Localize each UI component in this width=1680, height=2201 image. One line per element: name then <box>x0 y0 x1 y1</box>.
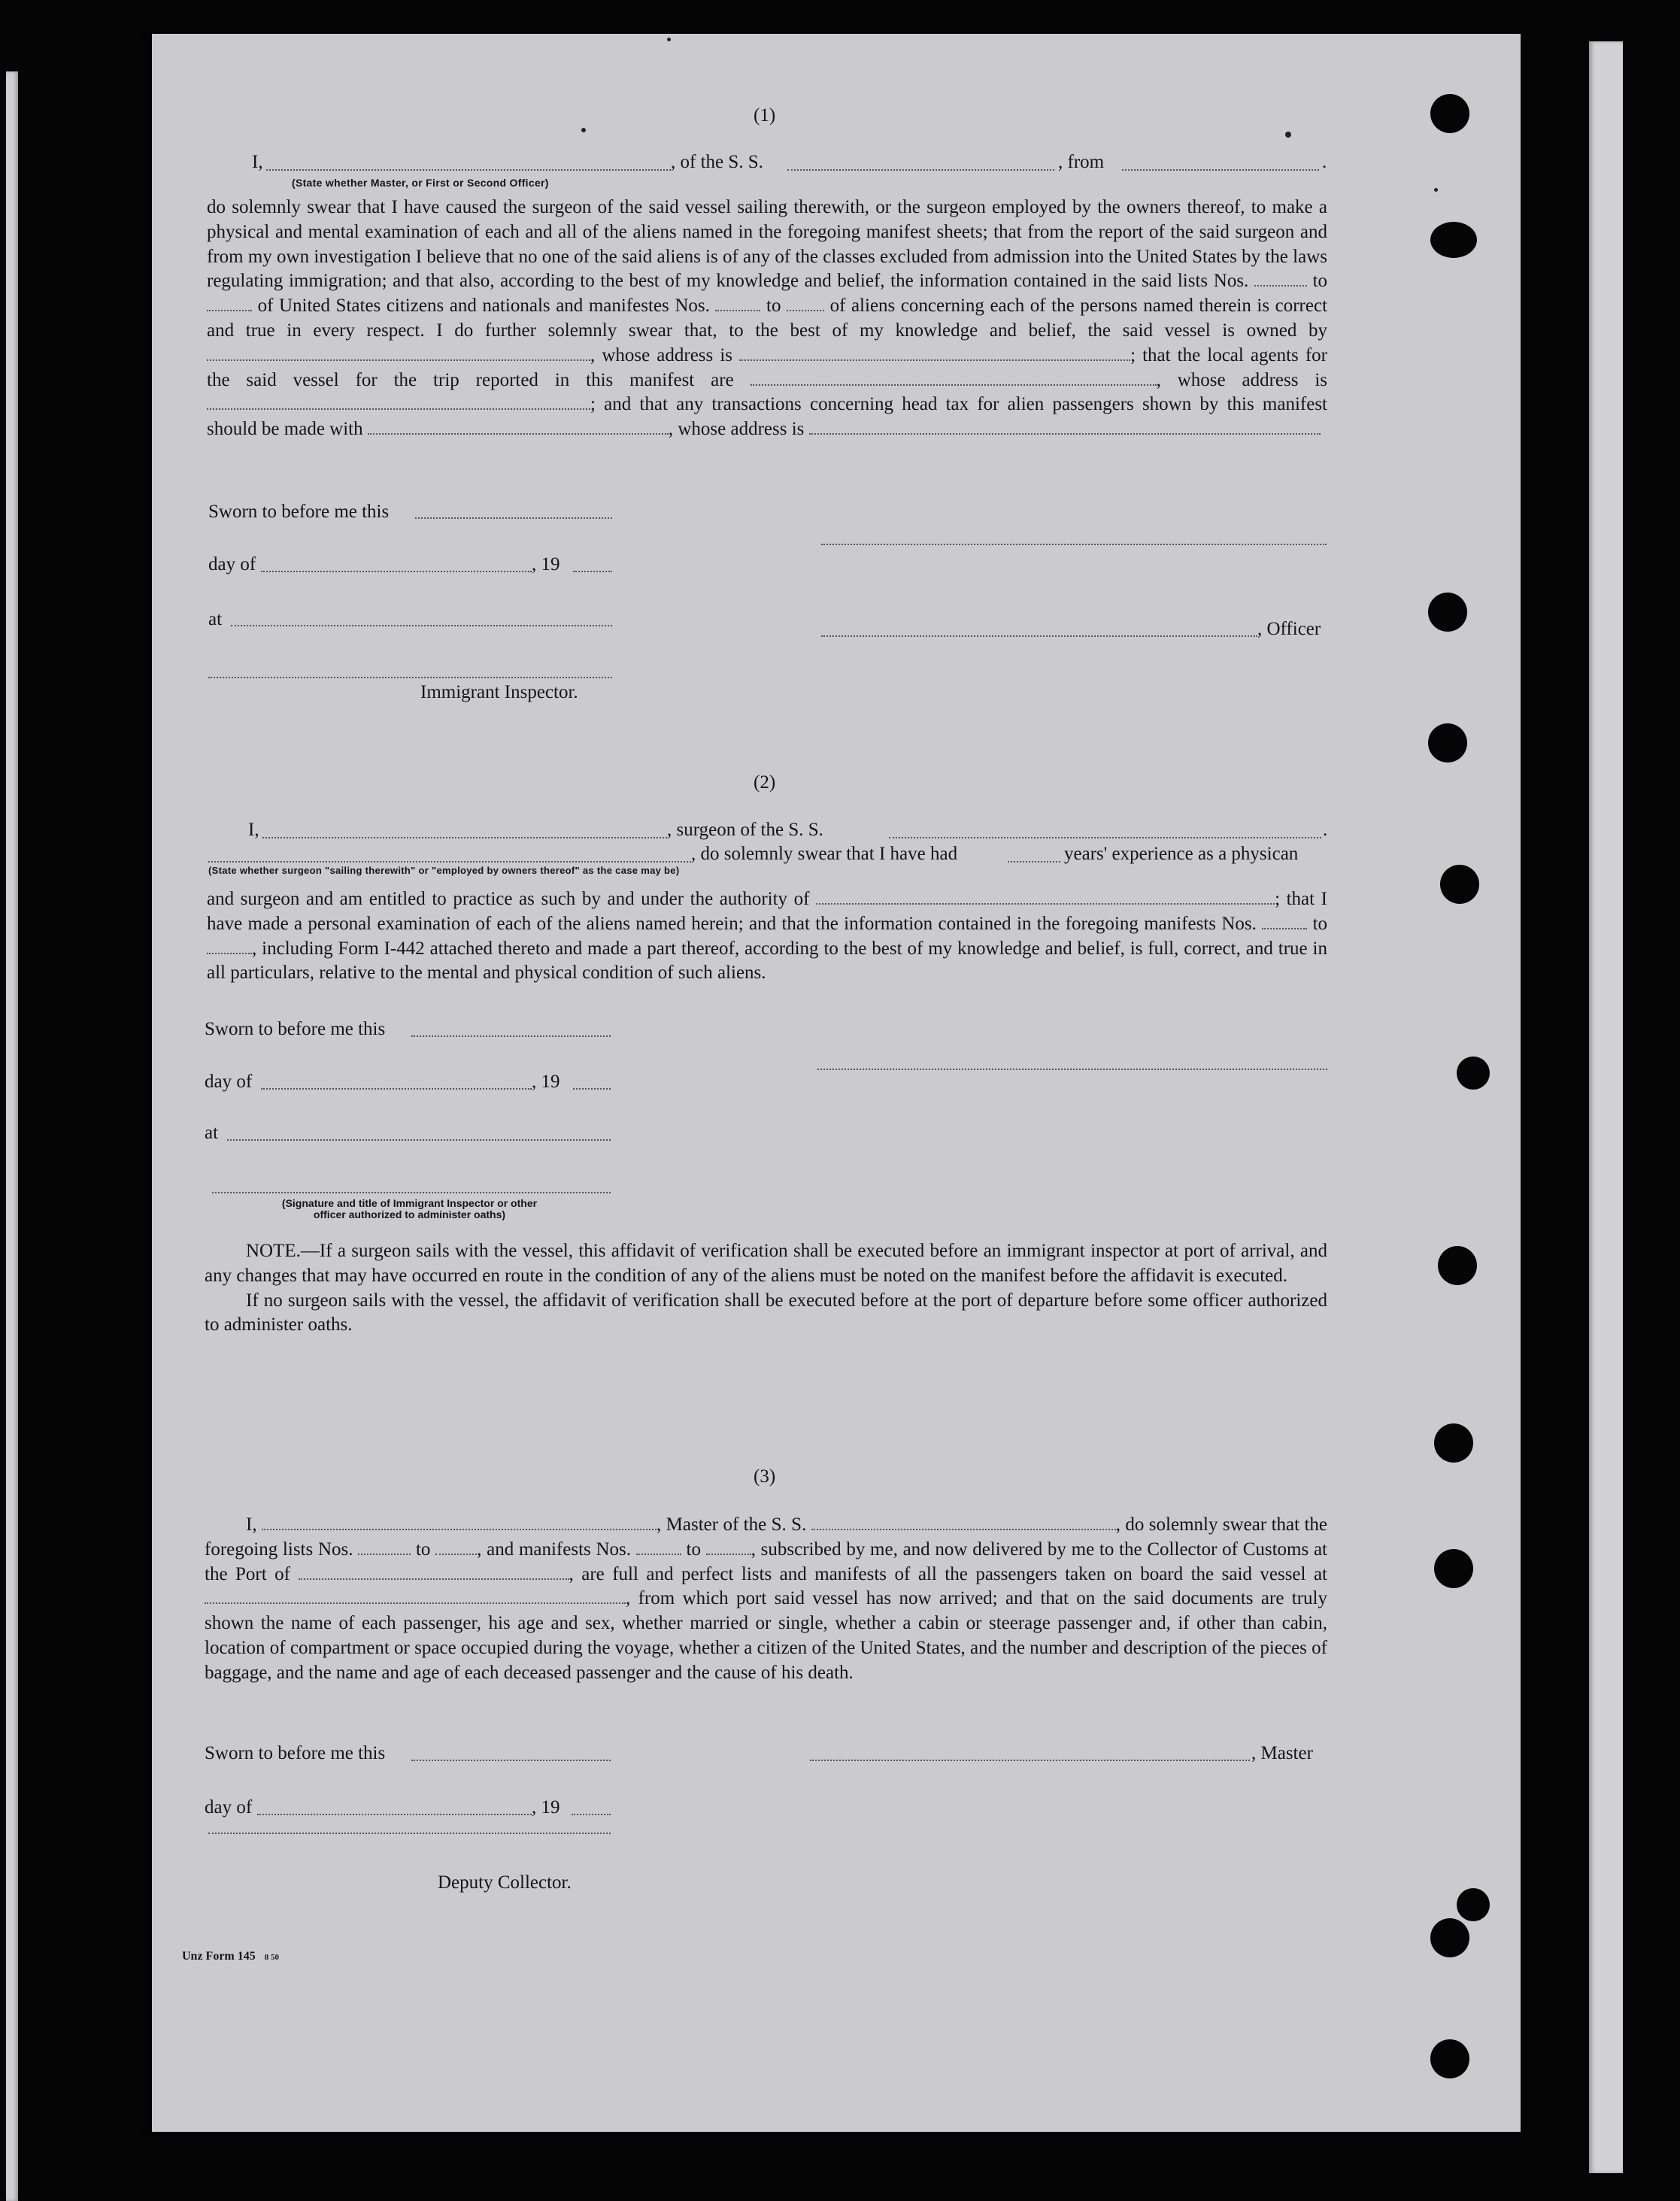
section-1-trans: ; and that any transactions concerning head tax for alien passengers shown by this manifest should be made with <box>207 394 1327 440</box>
sworn-label: Sworn to before me this <box>208 502 390 522</box>
manifests-from-field[interactable] <box>715 295 760 311</box>
inspector-signature-field-2[interactable] <box>212 1192 611 1193</box>
surgeon-vessel-field[interactable] <box>889 837 1321 838</box>
surgeon-status-note: (State whether surgeon "sailing therewith" or "employed by owners thereof" as the case may be) <box>208 865 680 876</box>
section-2-to: to <box>1312 913 1328 934</box>
lists-to-field[interactable] <box>207 295 252 311</box>
section-3-body <box>205 1513 1327 1686</box>
left-paper-edge <box>6 71 18 2201</box>
at-label-2: at <box>205 1123 219 1143</box>
binder-hole <box>1430 94 1469 133</box>
years-experience: years' experience as a physican <box>1064 844 1299 864</box>
day-of-label-3: day of <box>205 1797 253 1817</box>
month-field-2[interactable] <box>261 1088 532 1090</box>
at-field-2[interactable] <box>227 1139 611 1141</box>
section-1-to: to <box>1312 271 1328 292</box>
section-2-text-c: , including Form I-442 attached thereto and made a part thereof, according to the best of my knowledge and belief, is full, correct, and true in all particulars, relative to the mental and physical condition of such aliens. <box>207 938 1327 984</box>
master-signature-field[interactable] <box>810 1760 1250 1761</box>
surgeon-signature-field[interactable] <box>817 1069 1327 1070</box>
section-2-semi: ; <box>1275 889 1281 909</box>
day-of-label: day of <box>208 554 256 575</box>
month-field-3[interactable] <box>257 1814 532 1815</box>
binder-hole <box>1457 1888 1490 1921</box>
surgeon-swear: , do solemnly swear that I have had <box>691 844 958 864</box>
section-2-text-b: that I have made a personal examination of each of the aliens named herein; and that the information contained in the foregoing manifests Nos. <box>207 889 1328 934</box>
collector-label: Deputy Collector. <box>438 1872 572 1893</box>
form-page <box>152 34 1521 2132</box>
signature-note <box>208 1198 611 1220</box>
signature-note-line-2: officer authorized to administer oaths) <box>313 1208 506 1220</box>
collector-lists-from-field[interactable] <box>358 1539 411 1555</box>
binder-hole <box>1428 593 1467 632</box>
binder-hole <box>1434 1423 1473 1463</box>
embark-port-field[interactable] <box>205 1587 626 1604</box>
binder-hole <box>1438 1246 1477 1285</box>
head-tax-contact-field[interactable] <box>368 418 669 435</box>
master-of-label: , Master of the S. S. <box>656 1514 807 1535</box>
collector-manifests-from-field[interactable] <box>636 1539 681 1555</box>
section-3-manifests: , and manifests Nos. <box>477 1539 632 1560</box>
section-3-subscribed: , subscribed by me, and now delivered by me to the Collector of Customs at the Port of <box>205 1539 1327 1584</box>
owner-field[interactable] <box>207 344 590 361</box>
binder-hole <box>1430 2039 1469 2078</box>
surgeon-manifest-from-field[interactable] <box>1262 913 1307 929</box>
year-label-3: , 19 <box>532 1797 560 1817</box>
section-1-end: . <box>1322 152 1327 172</box>
owner-address-field[interactable] <box>739 344 1130 361</box>
section-1-of-ss: , of the S. S. <box>671 152 763 172</box>
agents-address-field[interactable] <box>207 393 590 410</box>
speck <box>1434 188 1438 192</box>
officer-name-field[interactable] <box>266 169 671 171</box>
speck <box>581 128 586 132</box>
year-field[interactable] <box>573 571 612 572</box>
section-1-to-2: to <box>766 296 781 317</box>
head-tax-address-field[interactable] <box>809 418 1321 435</box>
section-1-comma: , <box>668 419 674 440</box>
section-3-swear: , do solemnly swear that the foregoing lists Nos. <box>205 1514 1327 1560</box>
collector-lists-to-field[interactable] <box>435 1539 477 1555</box>
port-field[interactable] <box>299 1563 569 1580</box>
speck <box>667 38 671 41</box>
officer-title-field[interactable] <box>821 635 1257 637</box>
binder-hole <box>1440 865 1479 904</box>
section-3-full: , are full and perfect lists and manifests of all the passengers taken on board the said vessel at <box>569 1563 1328 1584</box>
surgeon-status-field[interactable] <box>208 861 691 863</box>
binder-hole <box>1430 222 1477 258</box>
master-vessel-field[interactable] <box>811 1514 1116 1530</box>
master-name-field[interactable] <box>262 1514 657 1530</box>
form-id <box>182 1950 279 1963</box>
authority-field[interactable] <box>816 888 1275 905</box>
section-1-whose-1: , whose address is <box>590 344 732 365</box>
master-label: , Master <box>1251 1743 1313 1763</box>
binder-hole <box>1434 1549 1473 1588</box>
section-1-agents: ; that the local agents for the said vessel for the trip reported in this manifest are <box>207 344 1328 390</box>
day-of-label-2: day of <box>205 1072 253 1092</box>
surgeon-manifest-to-field[interactable] <box>207 938 252 954</box>
section-2-i: I, <box>248 820 259 840</box>
collector-signature-field[interactable] <box>208 1833 611 1834</box>
from-port-field[interactable] <box>1122 169 1319 171</box>
inspector-signature-field[interactable] <box>208 677 612 678</box>
sworn-date-field-2[interactable] <box>411 1035 611 1037</box>
note-paragraph-2: If no surgeon sails with the vessel, the affidavit of verification shall be executed before at the port of departure before some officer authorized to administer oaths. <box>205 1290 1327 1335</box>
manifests-to-field[interactable] <box>787 295 824 311</box>
section-1-text-b: of aliens concerning each of the persons named therein is correct and true in every respect. I do further solemnly swear that, to the best of my knowledge and belief, the said vessel is owned by <box>207 296 1328 341</box>
section-1-whose-2: , whose address is <box>1156 369 1328 390</box>
at-field[interactable] <box>231 625 612 626</box>
section-3-to-2: to <box>686 1539 701 1560</box>
section-1-whose-3: whose address is <box>678 419 805 440</box>
note-paragraph-1: NOTE.—If a surgeon sails with the vessel, this affidavit of verification shall be executed before an immigrant inspector at port of arrival, and any changes that may have occurred en route in the condition of any of the aliens must be noted on the manifest before the affidavit is executed. <box>205 1241 1327 1286</box>
section-3-i: I, <box>246 1514 257 1535</box>
collector-manifests-to-field[interactable] <box>706 1539 751 1555</box>
section-1-from: , from <box>1058 152 1105 172</box>
section-1-citizens: of United States citizens and nationals and manifestes Nos. <box>257 296 710 317</box>
agents-field[interactable] <box>751 369 1157 386</box>
note-block <box>205 1239 1327 1338</box>
section-3-number: (3) <box>754 1466 776 1487</box>
binder-hole <box>1428 723 1467 762</box>
binder-hole <box>1457 1057 1490 1090</box>
officer-rank-note: (State whether Master, or First or Second Officer) <box>292 177 549 189</box>
form-id-text: Unz Form 145 <box>182 1950 256 1963</box>
right-paper-edge <box>1589 41 1623 2173</box>
year-label-2: , 19 <box>532 1072 560 1092</box>
section-3-to-1: to <box>415 1539 431 1560</box>
speck <box>1285 132 1291 138</box>
officer-signature-field[interactable] <box>821 544 1327 545</box>
signature-note-line-1: (Signature and title of Immigrant Inspector or other <box>281 1197 538 1209</box>
section-1-number: (1) <box>754 105 776 126</box>
section-1-i: I, <box>252 152 263 172</box>
officer-label: , Officer <box>1257 619 1321 639</box>
sworn-label-2: Sworn to before me this <box>205 1019 386 1039</box>
binder-hole <box>1430 1918 1469 1957</box>
years-field[interactable] <box>1008 861 1060 863</box>
form-code-text: 8 50 <box>264 1953 280 1962</box>
section-2-body <box>207 887 1327 986</box>
inspector-label: Immigrant Inspector. <box>420 682 578 702</box>
at-label: at <box>208 609 223 629</box>
surgeon-name-field[interactable] <box>262 837 667 838</box>
year-field-2[interactable] <box>573 1088 611 1090</box>
section-2-end: . <box>1323 820 1328 840</box>
month-field[interactable] <box>261 571 532 572</box>
surgeon-of-label: , surgeon of the S. S. <box>667 820 823 840</box>
section-1-text-a: do solemnly swear that I have caused the surgeon of the said vessel sailing therewith, or the surgeon employed by the owners thereof, to make a physical and mental examination of each and all of the aliens named in the foregoing manifest sheets; that from the report of the said surgeon and from my own investigation I believe that no one of the said aliens is of any of the classes excluded from admission into the United States by the laws regulating immigration; and that also, according to the best of my knowledge and belief, the information contained in the said lists Nos. <box>207 197 1327 292</box>
section-2-text-a: and surgeon and am entitled to practice as such by and under the authority of <box>207 889 810 909</box>
vessel-name-field[interactable] <box>787 169 1054 171</box>
sworn-date-field[interactable] <box>415 517 612 519</box>
section-3-rest: , from which port said vessel has now arrived; and that on the said documents are truly shown the name of each passenger, his age and sex, whether married or single, whether a cabin or steerage passenger and, if other than cabin, location of compartment or space occupied during the voyage, whether a citizen of the United States, and the number and description of the pieces of baggage, and the name and age of each deceased passenger and the cause of his death. <box>205 1588 1327 1683</box>
lists-from-field[interactable] <box>1254 270 1307 286</box>
year-field-3[interactable] <box>572 1814 611 1815</box>
section-1-body <box>207 196 1327 442</box>
sworn-date-field-3[interactable] <box>411 1760 611 1761</box>
year-label: , 19 <box>532 554 560 575</box>
sworn-label-3: Sworn to before me this <box>205 1743 386 1763</box>
section-2-number: (2) <box>754 772 776 793</box>
